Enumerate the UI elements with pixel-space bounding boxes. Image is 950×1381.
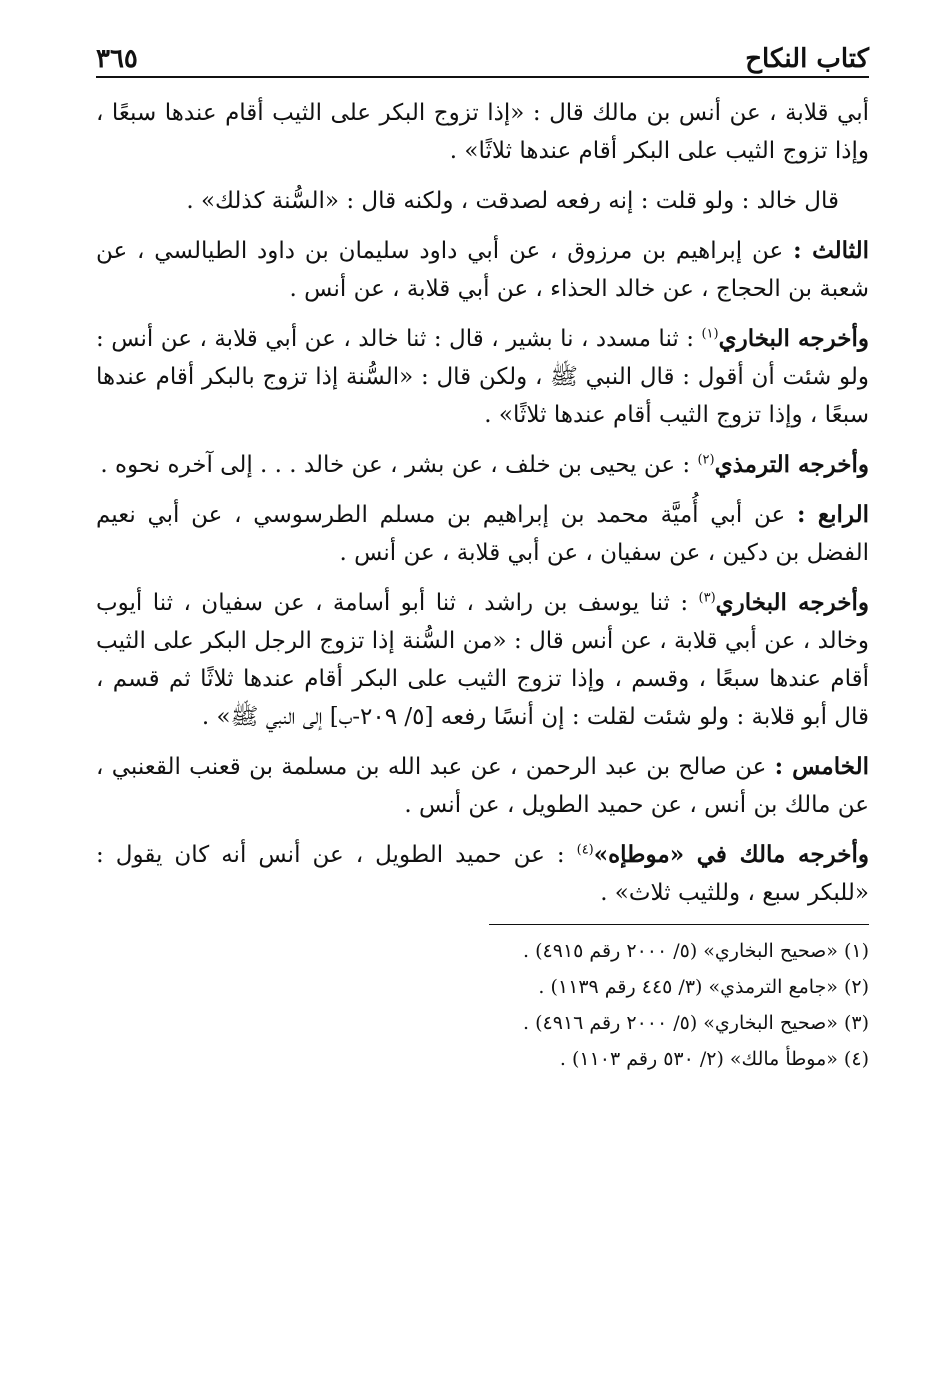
paragraph-text: : عن حميد الطويل ، عن أنس أنه كان يقول : «للبكر سبع ، وللثيب ثلاث» . <box>96 842 869 906</box>
paragraph-9 <box>96 836 869 912</box>
paragraph-8 <box>96 748 869 824</box>
paragraph-lead: وأخرجه البخاري <box>715 589 869 616</box>
paragraph-text: عن أبي أُميَّة محمد بن إبراهيم بن مسلم الطرسوسي ، عن أبي نعيم الفضل بن دكين ، عن سفيان ، عن أبي قلابة ، عن أنس . <box>96 502 869 566</box>
paragraph-text: : ثنا يوسف بن راشد ، ثنا أبو أسامة ، عن سفيان ، ثنا أيوب وخالد ، عن أبي قلابة ، عن أنس قال : «من السُّنة إذا تزوج الرجل البكر على الثيب أقام عندها سبعًا ، وقسم ، وإذا تزوج الثيب على البكر أقام عندها ثلاثًا ثم قسم ، قال أبو قلابة : ولو شئت لقلت : إن أنسًا رفعه [٥/ ٢٠٩-ب] إلى النبي ﷺ» . <box>96 590 869 730</box>
paragraph-text: عن صالح بن عبد الرحمن ، عن عبد الله بن مسلمة بن قعنب القعنبي ، عن مالك بن أنس ، عن حميد الطويل ، عن أنس . <box>96 754 869 818</box>
page-number: ٣٦٥ <box>96 44 138 74</box>
footnote-3: (٣) «صحيح البخاري» (٥/ ٢٠٠٠ رقم ٤٩١٦) . <box>523 1012 869 1034</box>
page-body <box>96 94 869 912</box>
footnote-ref: (٤) <box>576 842 594 858</box>
paragraph-text: قال خالد : ولو قلت : إنه رفعه لصدقت ، ولكنه قال : «السُّنة كذلك» . <box>186 188 839 214</box>
paragraph-lead: وأخرجه البخاري <box>718 325 870 352</box>
paragraph-lead: الثالث : <box>793 237 870 264</box>
footnotes <box>96 935 869 1075</box>
book-title: كتاب النكاح <box>745 44 869 74</box>
paragraph-5 <box>96 446 869 484</box>
paragraph-lead: الرابع : <box>796 501 869 528</box>
paragraph-7 <box>96 584 869 736</box>
paragraph-text: أبي قلابة ، عن أنس بن مالك قال : «إذا تزوج البكر على الثيب أقام عندها سبعًا ، وإذا تزوج الثيب على البكر أقام عندها ثلاثًا» . <box>96 100 869 164</box>
footnote-ref: (١) <box>701 326 719 342</box>
footnote-ref: (٣) <box>698 590 716 606</box>
footnote-4: (٤) «موطأ مالك» (٢/ ٥٣٠ رقم ١١٠٣) . <box>559 1048 869 1070</box>
footnote-1: (١) «صحيح البخاري» (٥/ ٢٠٠٠ رقم ٤٩١٥) . <box>523 940 869 962</box>
page-header <box>96 30 869 78</box>
book-page <box>96 30 869 1079</box>
paragraph-text: : ثنا مسدد ، نا بشير ، قال : ثنا خالد ، عن أبي قلابة ، عن أنس : ولو شئت أن أقول : قال النبي ﷺ ، ولكن قال : «السُّنة إذا تزوج بالبكر أقام عندها سبعًا ، وإذا تزوج الثيب أقام عندها ثلاثًا» . <box>96 326 869 428</box>
footnote-ref: (٢) <box>697 452 715 468</box>
paragraph-text: عن إبراهيم بن مرزوق ، عن أبي داود سليمان بن داود الطيالسي ، عن شعبة بن الحجاج ، عن خالد الحذاء ، عن أبي قلابة ، عن أنس . <box>96 238 869 302</box>
paragraph-lead: الخامس : <box>774 753 869 780</box>
paragraph-4 <box>96 320 869 434</box>
paragraph-lead: وأخرجه الترمذي <box>714 451 869 478</box>
paragraph-3 <box>96 232 869 308</box>
paragraph-text: : عن يحيى بن خلف ، عن بشر ، عن خالد . . . إلى آخره نحوه . <box>100 452 698 478</box>
paragraph-6 <box>96 496 869 572</box>
footnote-divider <box>489 924 869 925</box>
paragraph-2 <box>96 182 869 220</box>
paragraph-1 <box>96 94 869 170</box>
footnote-2: (٢) «جامع الترمذي» (٣/ ٤٤٥ رقم ١١٣٩) . <box>538 976 869 998</box>
paragraph-lead: وأخرجه مالك في «موطإه» <box>593 841 869 868</box>
